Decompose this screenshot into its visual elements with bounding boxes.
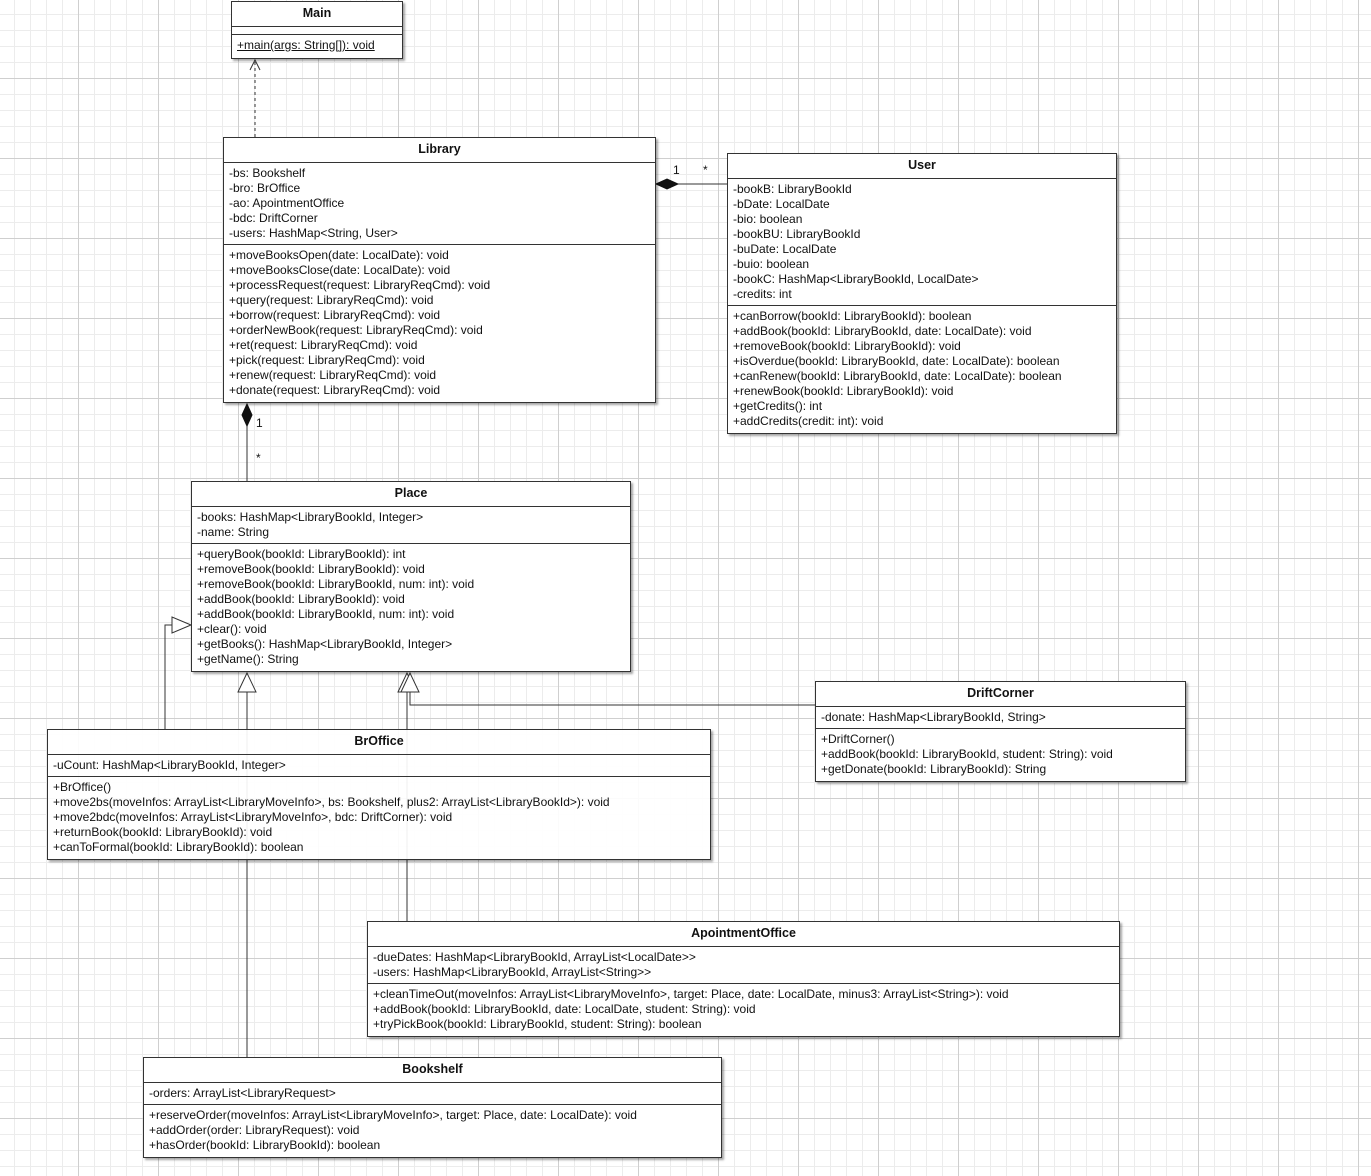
operations-section bbox=[368, 984, 1119, 1035]
operation-row: +addBook(bookId: LibraryBookId, date: LocalDate, student: String): void bbox=[373, 1002, 756, 1016]
operations-section bbox=[728, 306, 1116, 432]
attributes-section bbox=[192, 507, 630, 544]
attributes-section bbox=[48, 755, 710, 777]
operation-row: +queryBook(bookId: LibraryBookId): int bbox=[197, 547, 406, 561]
attribute-row: -bookBU: LibraryBookId bbox=[733, 227, 861, 241]
generalization-broffice-place bbox=[165, 625, 172, 729]
operation-row: +cleanTimeOut(moveInfos: ArrayList<LibraryMoveInfo>, target: Place, date: LocalDate, minus3: ArrayList<String>): void bbox=[373, 987, 1009, 1001]
class-bookshelf[interactable] bbox=[143, 1057, 722, 1158]
class-driftcorner[interactable] bbox=[815, 681, 1186, 782]
operation-row: +returnBook(bookId: LibraryBookId): void bbox=[53, 825, 273, 839]
class-main[interactable] bbox=[231, 1, 403, 59]
operation-row: +removeBook(bookId: LibraryBookId): void bbox=[733, 339, 961, 353]
operation-row: +processRequest(request: LibraryReqCmd): void bbox=[229, 278, 491, 292]
generalization-driftcorner-place bbox=[410, 692, 815, 705]
attribute-row: -bro: BrOffice bbox=[229, 181, 301, 195]
operation-row: +addCredits(credit: int): void bbox=[733, 414, 884, 428]
operation-row: +addBook(bookId: LibraryBookId, date: LocalDate): void bbox=[733, 324, 1032, 338]
operation-row: +addBook(bookId: LibraryBookId): void bbox=[197, 592, 405, 606]
attributes-section bbox=[728, 179, 1116, 306]
attribute-row: -bDate: LocalDate bbox=[733, 197, 830, 211]
attribute-row: -orders: ArrayList<LibraryRequest> bbox=[149, 1086, 336, 1100]
attribute-row: -dueDates: HashMap<LibraryBookId, ArrayList<LocalDate>> bbox=[373, 950, 696, 964]
operation-row: +isOverdue(bookId: LibraryBookId, date: LocalDate): boolean bbox=[733, 354, 1060, 368]
attribute-row: -users: HashMap<String, User> bbox=[229, 226, 398, 240]
class-name: Bookshelf bbox=[144, 1058, 721, 1083]
operation-row: +addOrder(order: LibraryRequest): void bbox=[149, 1123, 360, 1137]
multiplicity-library-place-place-end: * bbox=[256, 451, 261, 465]
operation-row: +orderNewBook(request: LibraryReqCmd): void bbox=[229, 323, 483, 337]
multiplicity-library-user-user-end: * bbox=[703, 163, 708, 177]
attribute-row: -books: HashMap<LibraryBookId, Integer> bbox=[197, 510, 424, 524]
class-name: BrOffice bbox=[48, 730, 710, 755]
class-apointmentoffice[interactable] bbox=[367, 921, 1120, 1037]
class-name: Main bbox=[232, 2, 402, 27]
operation-row: +canRenew(bookId: LibraryBookId, date: LocalDate): boolean bbox=[733, 369, 1062, 383]
attribute-row: -buDate: LocalDate bbox=[733, 242, 837, 256]
operation-row: +hasOrder(bookId: LibraryBookId): boolean bbox=[149, 1138, 381, 1152]
class-library[interactable] bbox=[223, 137, 656, 403]
operation-row: +query(request: LibraryReqCmd): void bbox=[229, 293, 434, 307]
attributes-section bbox=[232, 27, 402, 35]
multiplicity-library-place-library-end: 1 bbox=[256, 416, 263, 430]
attributes-section bbox=[368, 947, 1119, 984]
operation-row: +moveBooksClose(date: LocalDate): void bbox=[229, 263, 451, 277]
operation-row: +ret(request: LibraryReqCmd): void bbox=[229, 338, 418, 352]
operation-row: +donate(request: LibraryReqCmd): void bbox=[229, 383, 441, 397]
operation-row: +moveBooksOpen(date: LocalDate): void bbox=[229, 248, 449, 262]
operation-row: +canToFormal(bookId: LibraryBookId): boolean bbox=[53, 840, 304, 854]
operation-row: +move2bdc(moveInfos: ArrayList<LibraryMoveInfo>, bdc: DriftCorner): void bbox=[53, 810, 453, 824]
operation-row: +pick(request: LibraryReqCmd): void bbox=[229, 353, 425, 367]
operation-row: +getBooks(): HashMap<LibraryBookId, Integer> bbox=[197, 637, 453, 651]
operation-row: +renewBook(bookId: LibraryBookId): void bbox=[733, 384, 954, 398]
class-user[interactable] bbox=[727, 153, 1117, 434]
attribute-row: -bio: boolean bbox=[733, 212, 803, 226]
operations-section bbox=[232, 35, 402, 56]
attribute-row: -bookB: LibraryBookId bbox=[733, 182, 852, 196]
composition-diamond-user bbox=[656, 179, 678, 189]
class-name: Place bbox=[192, 482, 630, 507]
attribute-row: -name: String bbox=[197, 525, 270, 539]
operation-row: +main(args: String[]): void bbox=[237, 38, 375, 52]
operation-row: +borrow(request: LibraryReqCmd): void bbox=[229, 308, 441, 322]
class-name: User bbox=[728, 154, 1116, 179]
attribute-row: -bs: Bookshelf bbox=[229, 166, 306, 180]
attribute-row: -uCount: HashMap<LibraryBookId, Integer> bbox=[53, 758, 286, 772]
operation-row: +DriftCorner() bbox=[821, 732, 895, 746]
generalization-triangle-bookshelf bbox=[238, 673, 256, 692]
class-place[interactable] bbox=[191, 481, 631, 672]
operation-row: +clear(): void bbox=[197, 622, 267, 636]
operation-row: +removeBook(bookId: LibraryBookId, num: int): void bbox=[197, 577, 475, 591]
attribute-row: -bdc: DriftCorner bbox=[229, 211, 318, 225]
attribute-row: -bookC: HashMap<LibraryBookId, LocalDate> bbox=[733, 272, 979, 286]
multiplicity-library-user-library-end: 1 bbox=[673, 163, 680, 177]
operations-section bbox=[224, 245, 655, 401]
class-broffice[interactable] bbox=[47, 729, 711, 860]
operations-section bbox=[144, 1105, 721, 1156]
operations-section bbox=[192, 544, 630, 670]
operation-row: +move2bs(moveInfos: ArrayList<LibraryMoveInfo>, bs: Bookshelf, plus2: ArrayList<LibraryBookId>): void bbox=[53, 795, 610, 809]
attribute-row: -buio: boolean bbox=[733, 257, 810, 271]
operation-row: +BrOffice() bbox=[53, 780, 112, 794]
operation-row: +addBook(bookId: LibraryBookId, num: int): void bbox=[197, 607, 455, 621]
attributes-section bbox=[224, 163, 655, 245]
attribute-row: -users: HashMap<LibraryBookId, ArrayList<String>> bbox=[373, 965, 652, 979]
attribute-row: -credits: int bbox=[733, 287, 792, 301]
class-name: ApointmentOffice bbox=[368, 922, 1119, 947]
attributes-section bbox=[144, 1083, 721, 1105]
operation-row: +getDonate(bookId: LibraryBookId): String bbox=[821, 762, 1047, 776]
attribute-row: -ao: ApointmentOffice bbox=[229, 196, 345, 210]
attribute-row: -donate: HashMap<LibraryBookId, String> bbox=[821, 710, 1046, 724]
class-name: Library bbox=[224, 138, 655, 163]
operations-section bbox=[816, 729, 1185, 780]
operation-row: +addBook(bookId: LibraryBookId, student: String): void bbox=[821, 747, 1113, 761]
operation-row: +reserveOrder(moveInfos: ArrayList<LibraryMoveInfo>, target: Place, date: LocalDate): void bbox=[149, 1108, 637, 1122]
class-name: DriftCorner bbox=[816, 682, 1185, 707]
attributes-section bbox=[816, 707, 1185, 729]
generalization-triangle-broffice bbox=[172, 617, 191, 633]
composition-diamond-place bbox=[242, 404, 252, 426]
operation-row: +tryPickBook(bookId: LibraryBookId, student: String): boolean bbox=[373, 1017, 702, 1031]
operation-row: +renew(request: LibraryReqCmd): void bbox=[229, 368, 437, 382]
operation-row: +getName(): String bbox=[197, 652, 299, 666]
operations-section bbox=[48, 777, 710, 858]
operation-row: +removeBook(bookId: LibraryBookId): void bbox=[197, 562, 425, 576]
operation-row: +canBorrow(bookId: LibraryBookId): boolean bbox=[733, 309, 972, 323]
operation-row: +getCredits(): int bbox=[733, 399, 823, 413]
